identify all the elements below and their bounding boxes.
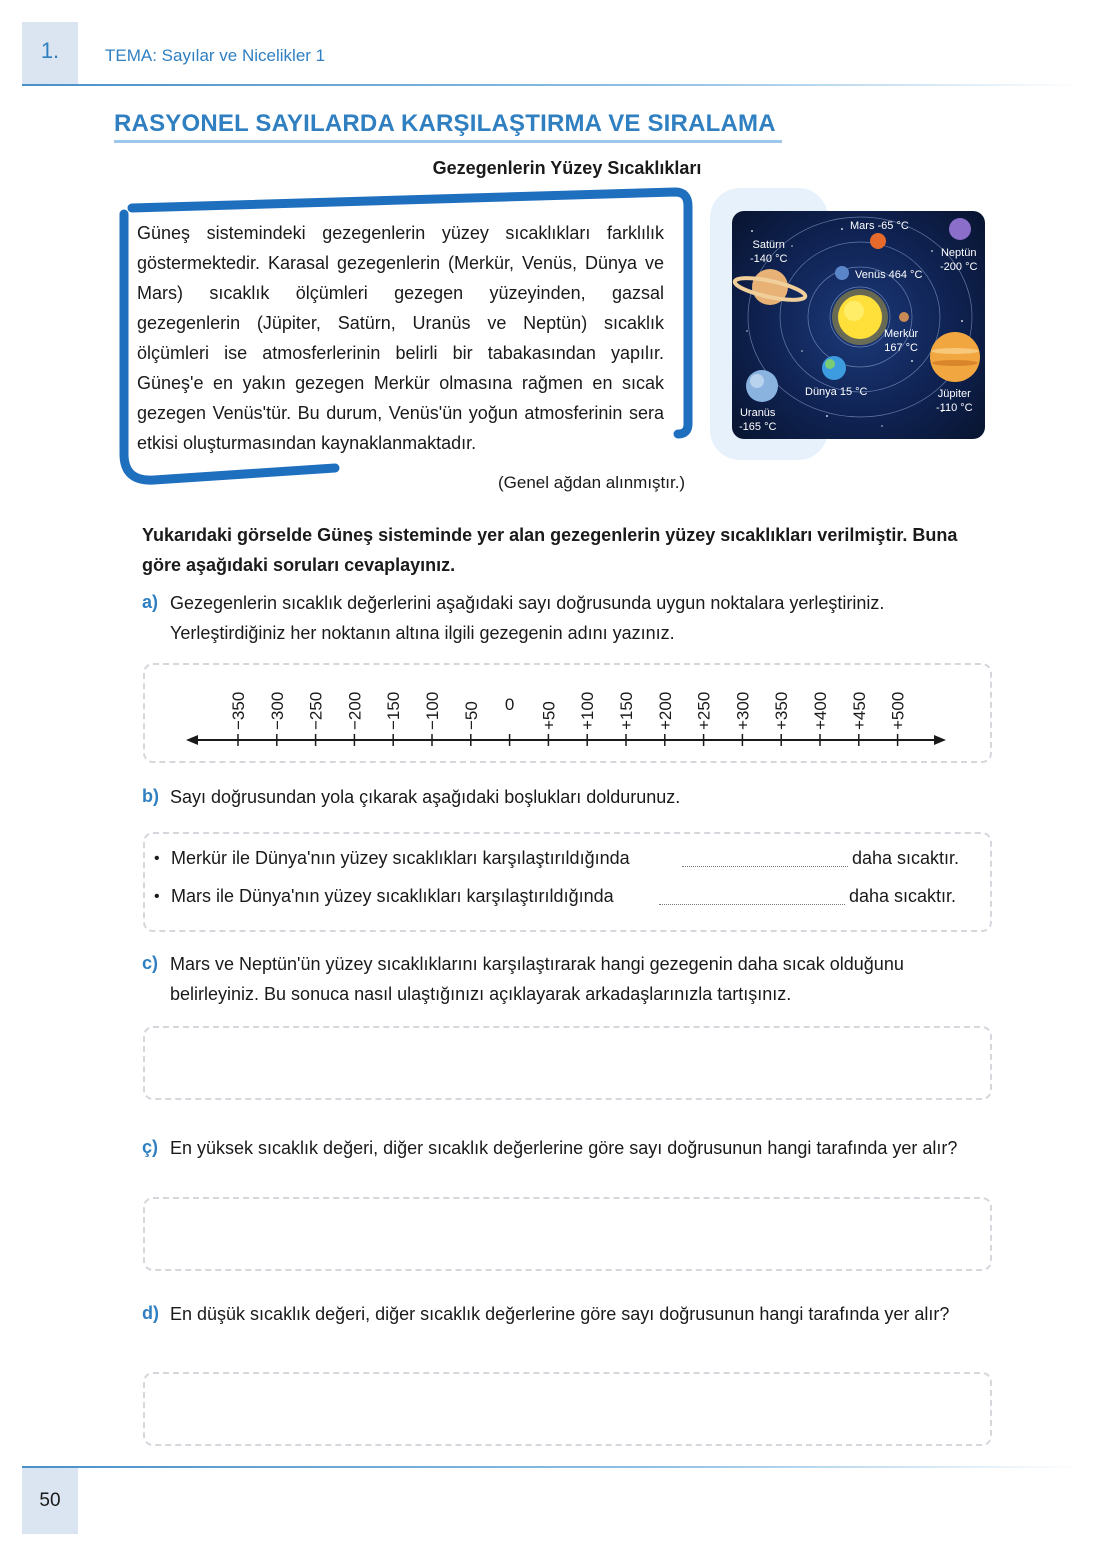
number-line-tick-label: −350 <box>229 691 248 730</box>
question-a-text: Gezegenlerin sıcaklık değerlerini aşağıdaki sayı doğrusunda uygun noktalara yerleştiriniz. Yerleştirdiğiniz her noktanın altına ilgili gezegenin adını yazınız. <box>170 593 885 643</box>
number-line-tick-label: +200 <box>655 691 675 730</box>
number-line-tick-label: +500 <box>888 691 908 730</box>
footer-divider <box>22 1466 1082 1468</box>
number-line-tick-label: +350 <box>772 691 792 730</box>
intro-paragraph: Güneş sistemindeki gezegenlerin yüzey sıcaklıkları farklılık göstermektedir. Karasal gezegenlerin (Merkür, Venüs, Dünya ve Mars) sıcaklık ölçümleri gezegen yüzeyinden, gazsal gezegenlerin (Jüpiter, Satürn, Uranüs ve Neptün) sıcaklık ölçümleri ise atmosferlerinin belirli bir tabakasından yapılır. Güneş'e en yakın gezegen Merkür olmasına rağmen en sıcak gezegen Venüs'tür. Bu durum, Venüs'ün yoğun atmosferinin sera etkisi oluşturmasından kaynaklanmaktadır. <box>137 223 664 453</box>
number-line-tick-label: −250 <box>306 691 326 730</box>
page-title: RASYONEL SAYILARDA KARŞILAŞTIRMA VE SIRALAMA <box>114 110 776 137</box>
mars-label: Mars -65 °C <box>850 220 909 232</box>
jupiter-label: Jüpiter -110 °C <box>936 388 973 414</box>
title-underline <box>114 140 782 143</box>
number-line <box>180 672 960 757</box>
statements-box <box>143 832 992 932</box>
question-d-letter: d) <box>142 1303 159 1323</box>
bullet: • <box>154 888 160 905</box>
merkur-label: Merkür 167 °C <box>884 328 919 354</box>
bullet: • <box>154 850 160 867</box>
section-subtitle: Gezegenlerin Yüzey Sıcaklıkları <box>432 158 702 178</box>
page-number: 50 <box>39 1490 61 1511</box>
number-line-tick-label: +150 <box>617 691 636 730</box>
question-c2-text: En yüksek sıcaklık değeri, diğer sıcaklık değerlerine göre sayı doğrusunun hangi tarafında yer alır? <box>170 1138 958 1158</box>
dunya-label: Dünya 15 °C <box>805 386 868 398</box>
source-note: (Genel ağdan alınmıştır.) <box>498 473 686 492</box>
uranus-label: Uranüs -165 °C <box>739 407 777 433</box>
statement-1-blank[interactable] <box>682 866 848 867</box>
question-d-text: En düşük sıcaklık değeri, diğer sıcaklık değerlerine göre sayı doğrusunun hangi tarafında yer alır? <box>170 1304 950 1324</box>
question-c-letter: c) <box>142 953 159 973</box>
answer-box-c[interactable] <box>143 1026 992 1100</box>
question-a-letter: a) <box>142 592 159 612</box>
number-line-tick-label: 0 <box>504 695 515 714</box>
answer-box-c2[interactable] <box>143 1197 992 1271</box>
number-line-tick-label: −100 <box>423 691 442 730</box>
chapter-number: 1. <box>40 38 60 63</box>
answer-box-d[interactable] <box>143 1372 992 1446</box>
number-line-tick-label: +250 <box>694 691 714 730</box>
statement-2-text: Mars ile Dünya'nın yüzey sıcaklıkları karşılaştırıldığında <box>171 886 614 906</box>
number-line-tick-label: +50 <box>539 701 559 730</box>
number-line-tick-label: −150 <box>384 691 404 730</box>
question-b-letter: b) <box>142 786 159 806</box>
question-c2-letter: ç) <box>142 1137 159 1157</box>
number-line-tick-label: −300 <box>267 691 287 730</box>
theme-title: TEMA: Sayılar ve Nicelikler 1 <box>105 46 326 65</box>
neptun-label: Neptün -200 °C <box>940 247 978 273</box>
saturn-label: Satürn -140 °C <box>750 239 788 265</box>
venus-label: Venüs 464 °C <box>855 269 923 281</box>
number-line-tick-label: −50 <box>461 701 481 730</box>
number-line-tick-label: +450 <box>849 691 869 730</box>
solar-system-image <box>732 211 985 439</box>
header-divider <box>22 84 1082 86</box>
number-line-tick-label: +400 <box>811 691 830 730</box>
statement-2-blank[interactable] <box>659 904 845 905</box>
number-line-tick-label: −200 <box>345 691 365 730</box>
question-c-text: Mars ve Neptün'ün yüzey sıcaklıklarını karşılaştırarak hangi gezegenin daha sıcak olduğunu belirleyiniz. Bu sonuca nasıl ulaştığınızı açıklayarak arkadaşlarınızla tartışınız. <box>170 954 904 1004</box>
number-line-tick-label: +100 <box>578 691 598 730</box>
statement-2-tail: daha sıcaktır. <box>849 886 957 906</box>
statement-1-tail: daha sıcaktır. <box>852 848 960 868</box>
number-line-tick-label: +300 <box>733 691 753 730</box>
question-b-text: Sayı doğrusundan yola çıkarak aşağıdaki boşlukları doldurunuz. <box>170 787 681 807</box>
statement-1-text: Merkür ile Dünya'nın yüzey sıcaklıkları karşılaştırıldığında <box>171 848 630 868</box>
instructions: Yukarıdaki görselde Güneş sisteminde yer alan gezegenlerin yüzey sıcaklıkları verilmiştir. Buna göre aşağıdaki soruları cevaplayınız. <box>142 525 958 575</box>
